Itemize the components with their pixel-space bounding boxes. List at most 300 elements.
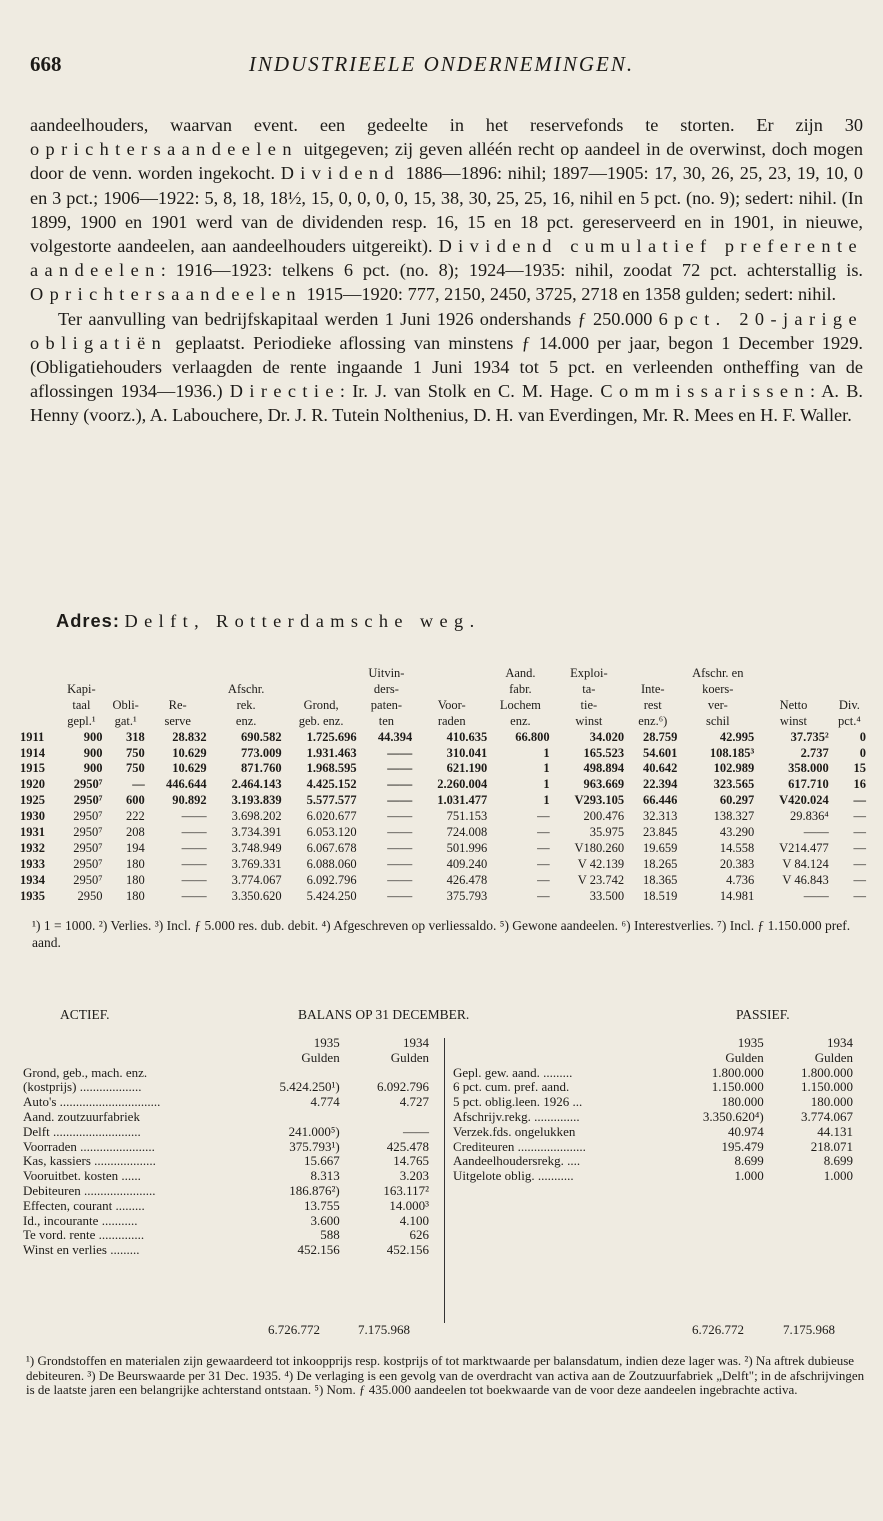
value-cell: 900	[83, 729, 103, 744]
balance-row	[20, 1140, 432, 1155]
text-run: uitgegeven; zij geven alléén recht op aandeel in de overwinst, doch mogen door de venn. worden ingekocht.	[30, 139, 863, 184]
balance-item-label: 6 pct. cum. pref. aand.	[453, 1079, 570, 1095]
passief-heading: PASSIEF.	[736, 1007, 790, 1022]
value-cell: 2950⁷	[73, 793, 103, 808]
table-row	[18, 873, 868, 889]
value-cell: 180	[125, 888, 145, 903]
value-cell: ——	[181, 809, 207, 824]
value-cell: 28.759	[643, 729, 678, 744]
balance-item-label: Verzek.fds. ongelukken	[453, 1123, 576, 1139]
bond-paragraph	[30, 307, 863, 428]
balance-row	[20, 1066, 432, 1081]
value-cell: 310.041	[446, 745, 488, 760]
value-cell: —	[537, 840, 550, 855]
value-cell: 0	[859, 729, 866, 744]
column-header	[756, 666, 830, 682]
column-header: ver-	[707, 697, 728, 712]
balance-item-value: 4.774	[310, 1094, 340, 1110]
column-header: Afschr.	[227, 681, 265, 696]
year-cell: 1920	[20, 777, 45, 792]
balance-row	[20, 1199, 432, 1214]
balance-item-value: 14.765	[393, 1153, 429, 1169]
column-header: raden	[437, 713, 466, 728]
balance-item-value: 186.876²)	[289, 1182, 340, 1198]
balance-item-value: 3.600	[310, 1212, 340, 1228]
value-cell: 28.832	[172, 729, 207, 744]
value-cell: 1	[543, 777, 550, 792]
value-cell: ——	[803, 888, 829, 903]
value-cell: 5.424.250	[306, 888, 357, 903]
value-cell: 3.774.067	[231, 872, 282, 887]
balance-item-label: Aand. zoutzuurfabriek	[23, 1108, 140, 1124]
balance-item-value: 588	[320, 1227, 340, 1243]
value-cell: V293.105	[574, 793, 625, 808]
table-row	[18, 746, 868, 762]
value-cell: 3.193.839	[231, 793, 282, 808]
column-header: gat.¹	[114, 713, 137, 728]
value-cell: 1	[543, 761, 550, 776]
value-cell: —	[853, 840, 866, 855]
value-cell: 138.327	[713, 809, 755, 824]
balance-item-value: 40.974	[727, 1123, 764, 1139]
balance-item-value: 1.150.000	[801, 1079, 853, 1095]
value-cell: 1.968.595	[306, 761, 357, 776]
value-cell: 14.558	[719, 840, 755, 855]
balance-item-value: 425.478	[386, 1138, 429, 1154]
spaced-term: Dividend	[280, 163, 400, 184]
balance-row	[450, 1169, 856, 1184]
balance-item-value: 3.350.620⁴)	[702, 1108, 764, 1124]
balance-item-label: Effecten, courant .........	[23, 1197, 145, 1213]
value-cell: 724.008	[446, 825, 488, 840]
value-cell: 32.313	[643, 809, 678, 824]
passief-table	[450, 1036, 856, 1184]
balance-divider	[444, 1038, 445, 1323]
balance-item-label: Voorraden .......................	[23, 1138, 155, 1154]
value-cell: 33.500	[589, 888, 625, 903]
financial-table-head	[18, 666, 868, 730]
balance-row	[20, 1214, 432, 1229]
value-cell: —	[537, 809, 550, 824]
value-cell: ——	[181, 825, 207, 840]
column-header: schil	[706, 713, 730, 728]
value-cell: 15	[853, 761, 866, 776]
value-cell: 3.769.331	[231, 856, 282, 871]
value-cell: V180.260	[574, 840, 625, 855]
value-cell: —	[853, 888, 866, 903]
value-cell: 2950⁷	[73, 777, 103, 792]
balance-item-value	[343, 1110, 432, 1125]
value-cell: 323.565	[713, 777, 755, 792]
value-cell: 410.635	[446, 729, 488, 744]
year-cell: 1914	[20, 745, 45, 760]
text-run: Ter aanvulling van bedrijfskapitaal werden 1 Juni 1926 ondershands ƒ 250.000 6	[58, 308, 675, 329]
balance-item-value: 13.755	[303, 1197, 340, 1213]
value-cell: 54.601	[643, 745, 678, 760]
table-row	[18, 777, 868, 793]
value-cell: 34.020	[589, 729, 625, 744]
value-cell: 498.894	[583, 761, 625, 776]
balance-item-label: Gepl. gew. aand. .........	[453, 1064, 573, 1080]
balance-row	[20, 1154, 432, 1169]
balance-row	[450, 1095, 856, 1110]
balance-row	[450, 1080, 856, 1095]
column-header: winst	[779, 713, 808, 728]
value-cell: ——	[387, 745, 413, 760]
value-cell: 1	[543, 745, 550, 760]
column-header: Netto	[779, 697, 808, 712]
value-cell: 22.394	[643, 777, 678, 792]
value-cell: V 84.124	[782, 856, 829, 871]
value-cell: 180	[125, 872, 145, 887]
text-run: aandeelhouders, waarvan event. een gedeelte in het reservefonds te storten. Er zijn 30	[30, 115, 863, 135]
table-header-row	[18, 714, 868, 730]
address-line	[56, 610, 481, 632]
balance-row	[20, 1169, 432, 1184]
balance-row	[450, 1125, 856, 1140]
value-cell: ——	[181, 872, 207, 887]
spaced-term: Oprichtersaandeelen	[30, 284, 302, 305]
balance-row	[450, 1066, 856, 1081]
value-cell: 60.297	[719, 793, 755, 808]
year-cell: 1931	[20, 825, 45, 840]
balance-item-value: 3.774.067	[801, 1108, 853, 1124]
column-header	[147, 666, 209, 682]
financial-table-body	[18, 730, 868, 905]
value-cell: 66.446	[643, 793, 678, 808]
unit-header: Gulden	[390, 1049, 429, 1065]
value-cell: —	[537, 856, 550, 871]
spaced-term: pct. 20-jarige obligatiën	[30, 308, 863, 353]
value-cell: 6.053.120	[306, 825, 357, 840]
value-cell: 426.478	[446, 872, 488, 887]
balance-unit-row	[20, 1051, 432, 1066]
value-cell: 222	[125, 809, 145, 824]
actief-total-1935: 6.726.772	[268, 1322, 320, 1337]
value-cell: 66.800	[515, 729, 550, 744]
spacer	[450, 1036, 664, 1051]
table-row	[18, 793, 868, 809]
year-cell: 1930	[20, 809, 45, 824]
balance-item-value: 1.000	[823, 1168, 853, 1184]
page-header	[30, 52, 853, 82]
unit-header: Gulden	[814, 1049, 853, 1065]
column-header: Exploi-	[570, 666, 608, 680]
value-cell: V420.024	[779, 793, 829, 808]
balance-item-label: Winst en verlies .........	[23, 1242, 140, 1258]
value-cell: 617.710	[788, 777, 829, 792]
year-header: 1935	[313, 1035, 340, 1050]
value-cell: 23.845	[643, 825, 678, 840]
balance-item-value	[241, 1110, 343, 1125]
balance-item-value: 241.000⁵)	[288, 1123, 340, 1139]
year-header: 1935	[737, 1035, 764, 1050]
spaced-term: oprichtersaandeelen	[30, 139, 298, 160]
value-cell: —	[537, 872, 550, 887]
value-cell: 2950⁷	[73, 856, 103, 871]
value-cell: V 42.139	[577, 856, 625, 871]
balance-row	[450, 1140, 856, 1155]
actief-table	[20, 1036, 432, 1258]
value-cell: 501.996	[446, 840, 488, 855]
column-header: Div.	[838, 697, 860, 712]
balance-item-value	[343, 1066, 432, 1081]
balance-unit-row	[450, 1051, 856, 1066]
table-header-row	[18, 682, 868, 698]
value-cell: 3.748.949	[231, 840, 282, 855]
value-cell: 108.185³	[709, 745, 755, 760]
column-header: taal	[72, 697, 91, 712]
company-text	[30, 113, 863, 428]
balance-item-value: 375.793¹)	[289, 1138, 340, 1154]
column-header	[105, 682, 147, 698]
value-cell: 750	[125, 761, 145, 776]
value-cell: 963.669	[583, 777, 625, 792]
column-header: fabr.	[509, 681, 532, 696]
column-header: geb. enz.	[298, 713, 344, 728]
value-cell: 446.644	[166, 777, 207, 792]
value-cell: ——	[387, 809, 413, 824]
value-cell: 900	[83, 761, 103, 776]
value-cell: 6.067.678	[306, 840, 357, 855]
column-header	[18, 698, 58, 714]
value-cell: 1.725.696	[306, 729, 357, 744]
value-cell: —	[853, 825, 866, 840]
balance-item-value	[241, 1066, 343, 1081]
value-cell: 318	[125, 729, 145, 744]
balance-title: BALANS OP 31 DECEMBER.	[298, 1007, 470, 1022]
balance-item-value: 180.000	[721, 1094, 764, 1110]
column-header	[831, 666, 868, 682]
table-row	[18, 825, 868, 841]
value-cell: 375.793	[446, 888, 488, 903]
text-run: : 1916—1923: telkens 6 pct. (no. 8); 1924—1935: nihil, zoodat 72 pct. achterstallig is.	[160, 260, 863, 281]
value-cell: 18.265	[643, 856, 678, 871]
value-cell: ——	[387, 793, 413, 808]
address-value: Delft, Rotterdamsche weg.	[124, 611, 481, 631]
value-cell: ——	[387, 856, 413, 871]
value-cell: ——	[181, 840, 207, 855]
financial-table	[18, 666, 868, 905]
column-header: Lochem	[499, 697, 541, 712]
value-cell: 5.577.577	[306, 793, 357, 808]
value-cell: 1.031.477	[437, 793, 488, 808]
text-run: : Ir. J. van Stolk en C. M. Hage.	[339, 381, 601, 402]
spacer	[450, 1051, 664, 1066]
balance-item-label: Uitgelote oblig. ...........	[453, 1168, 574, 1184]
value-cell: 1	[543, 793, 550, 808]
balance-item-label: Grond, geb., mach. enz.	[23, 1064, 148, 1080]
balance-item-label: Auto's ...............................	[23, 1094, 161, 1110]
value-cell: 6.088.060	[306, 856, 357, 871]
column-header	[831, 682, 868, 698]
value-cell: —	[853, 856, 866, 871]
text-run: 1886—1896: nihil; 1897—1905: 17, 30, 26, 25, 23, 19, 10, 0 en 3 pct.; 1906—1922: 5, 8, 18, 18½, 15, 0, 0, 0, 0, 15, 38, 30, 25, 25, 16, nihil en 5 pct. (no. 9); sedert: nihil. (In 1899, 1900 en 1901 werd van de dividenden resp. 16, 15 en 18 pct. gereserveerd en in 1901, in nieuwe, volgestorte aandeelen, aan aandeelhouders uitgereikt).	[30, 163, 863, 257]
spacer	[20, 1051, 241, 1066]
balance-item-label: 5 pct. oblig.leen. 1926 ...	[453, 1094, 583, 1110]
balance-item-value: 1.800.000	[711, 1064, 764, 1080]
unit-header: Gulden	[301, 1049, 340, 1065]
running-title: INDUSTRIEELE ONDERNEMINGEN.	[248, 52, 635, 76]
value-cell: 4.736	[726, 872, 755, 887]
table-footnote: ¹) 1 = 1000. ²) Verlies. ³) Incl. ƒ 5.000 res. dub. debit. ⁴) Afgeschreven op verliessaldo. ⁵) Gewone aandeelen. ⁶) Interestverlies. ⁷) Incl. ƒ 1.150.000 pref. aand.	[32, 918, 851, 950]
column-header: rek.	[236, 697, 256, 712]
table-row	[18, 857, 868, 873]
value-cell: ——	[387, 872, 413, 887]
column-header: Uitvin-	[368, 666, 405, 680]
balance-item-value: 452.156	[297, 1242, 340, 1258]
balance-footnote: ¹) Grondstoffen en materialen zijn gewaardeerd tot inkoopprijs resp. kostprijs of tot marktwaarde per balansdatum, indien deze lager was. ²) Na aftrek dubieuse debiteuren. ³) De Beurswaarde per 31 Dec. 1935. ⁴) De verlaging is een gevolg van de overdracht van activa aan de Zoutzuurfabriek „Delft"; in de afschrijvingen is de laatste jaren een belangrijke achterstand ontstaan. ⁵) Nom. ƒ 435.000 aandeelen tot boekwaarde van de voor deze aandeelen ingebrachte activa.	[26, 1353, 865, 1398]
value-cell: 750	[125, 745, 145, 760]
balance-row	[20, 1125, 432, 1140]
balance-row	[20, 1080, 432, 1095]
value-cell: 44.394	[377, 729, 413, 744]
value-cell: 194	[125, 840, 145, 855]
column-header: serve	[164, 713, 191, 728]
balance-item-value: 5.424.250¹)	[279, 1079, 340, 1095]
value-cell: 900	[83, 745, 103, 760]
value-cell: —	[537, 825, 550, 840]
balance-item-value: 8.313	[310, 1168, 340, 1184]
value-cell: 2.464.143	[231, 777, 282, 792]
table-row	[18, 841, 868, 857]
value-cell: —	[537, 888, 550, 903]
spaced-term: Dividend cumulatief preferente aandeelen	[30, 236, 863, 281]
balance-item-value: 4.100	[399, 1212, 429, 1228]
value-cell: ——	[181, 856, 207, 871]
value-cell: 3.350.620	[231, 888, 282, 903]
actief-total-1934: 7.175.968	[358, 1322, 410, 1337]
column-header	[18, 682, 58, 698]
column-header: rest	[643, 697, 662, 712]
value-cell: —	[132, 777, 145, 792]
dividend-paragraph	[30, 113, 863, 307]
value-cell: 10.629	[172, 745, 207, 760]
column-header: enz.	[510, 713, 531, 728]
value-cell: ——	[387, 777, 413, 792]
value-cell: 90.892	[172, 793, 207, 808]
year-header: 1934	[403, 1035, 429, 1050]
balance-item-label: (kostprijs) ...................	[23, 1079, 142, 1095]
value-cell: 0	[859, 745, 866, 760]
balance-item-value: 1.150.000	[711, 1079, 764, 1095]
value-cell: 6.092.796	[306, 872, 357, 887]
column-header	[209, 666, 284, 682]
year-cell: 1915	[20, 761, 45, 776]
column-header	[414, 682, 489, 698]
column-header: Afschr. en	[692, 666, 744, 680]
column-header: Aand.	[505, 666, 536, 680]
table-row	[18, 809, 868, 825]
address-label: Adres:	[56, 610, 120, 631]
year-cell: 1911	[20, 729, 45, 744]
balance-item-value: 1.000	[734, 1168, 764, 1184]
balance-row	[450, 1110, 856, 1125]
balance-year-row	[450, 1036, 856, 1051]
column-header: Kapi-	[67, 681, 96, 696]
value-cell: ——	[387, 840, 413, 855]
value-cell: —	[853, 793, 866, 808]
column-header: Re-	[168, 697, 187, 712]
balance-item-value: 626	[409, 1227, 429, 1243]
value-cell: 2.737	[800, 745, 829, 760]
column-header	[284, 682, 359, 698]
column-header	[105, 666, 147, 682]
value-cell: 16	[853, 777, 866, 792]
balance-item-value: 44.131	[817, 1123, 853, 1139]
value-cell: 43.290	[719, 825, 755, 840]
value-cell: 20.383	[719, 856, 755, 871]
column-header	[756, 682, 830, 698]
column-header	[626, 666, 679, 682]
year-cell: 1932	[20, 840, 45, 855]
text-run: 1915—1920: 777, 2150, 2450, 3725, 2718 en 1358 gulden; sedert: nihil.	[301, 284, 837, 305]
value-cell: 2950⁷	[73, 840, 103, 855]
balance-item-value: 3.203	[399, 1168, 429, 1184]
balance-item-label: Afschrijv.rekg. ..............	[453, 1108, 580, 1124]
value-cell: 10.629	[172, 761, 207, 776]
value-cell: 409.240	[446, 856, 488, 871]
balance-item-value: 1.800.000	[801, 1064, 853, 1080]
balance-item-value: 218.071	[810, 1138, 853, 1154]
column-header: ta-	[582, 681, 596, 696]
column-header	[18, 714, 58, 730]
value-cell: ——	[803, 825, 829, 840]
column-header: koers-	[702, 681, 734, 696]
balance-row	[20, 1243, 432, 1258]
unit-header: Gulden	[725, 1049, 764, 1065]
value-cell: V214.477	[779, 840, 829, 855]
passief-total-1935: 6.726.772	[692, 1322, 744, 1337]
spaced-term: Commissarissen	[600, 381, 810, 402]
balance-item-value: 8.699	[734, 1153, 764, 1169]
balance-item-value: ——	[403, 1123, 429, 1139]
value-cell: 621.190	[446, 761, 488, 776]
spaced-term: Directie	[229, 381, 340, 402]
balance-item-label: Aandeelhoudersrekg. ....	[453, 1153, 581, 1169]
balance-item-label: Te vord. rente ..............	[23, 1227, 145, 1243]
value-cell: ——	[387, 888, 413, 903]
value-cell: V 46.843	[782, 872, 829, 887]
balance-item-value: 14.000³	[389, 1197, 429, 1213]
value-cell: 180	[125, 856, 145, 871]
year-cell: 1925	[20, 793, 45, 808]
value-cell: 2.260.004	[437, 777, 488, 792]
value-cell: 37.735²	[790, 729, 829, 744]
balance-item-value: 195.479	[721, 1138, 764, 1154]
column-header: tie-	[580, 697, 598, 712]
column-header	[147, 682, 209, 698]
balance-item-label: Vooruitbet. kosten ......	[23, 1168, 141, 1184]
balance-row	[20, 1095, 432, 1110]
value-cell: 773.009	[241, 745, 282, 760]
balance-item-label: Crediteuren .....................	[453, 1138, 586, 1154]
text-run: geplaatst. Periodieke aflossing van minstens ƒ 14.000 per jaar, begon 1 December 1929. (Obligatiehouders verlaagden de rente ingaande 1 Juni 1934 tot 5 pct. en verleenden ontheffing van de aflossingen 1934—1936.)	[30, 332, 863, 402]
column-header	[414, 666, 489, 682]
balance-row	[20, 1228, 432, 1243]
passief-total-1934: 7.175.968	[783, 1322, 835, 1337]
value-cell: 2950	[77, 888, 103, 903]
column-header: Obli-	[112, 697, 139, 712]
value-cell: 690.582	[241, 729, 282, 744]
balance-item-label: Debiteuren ......................	[23, 1182, 156, 1198]
column-header: gepl.¹	[67, 713, 96, 728]
spacer	[20, 1036, 241, 1051]
value-cell: 2950⁷	[73, 872, 103, 887]
value-cell: 208	[125, 825, 145, 840]
balance-row	[20, 1110, 432, 1125]
column-header: Inte-	[640, 681, 665, 696]
